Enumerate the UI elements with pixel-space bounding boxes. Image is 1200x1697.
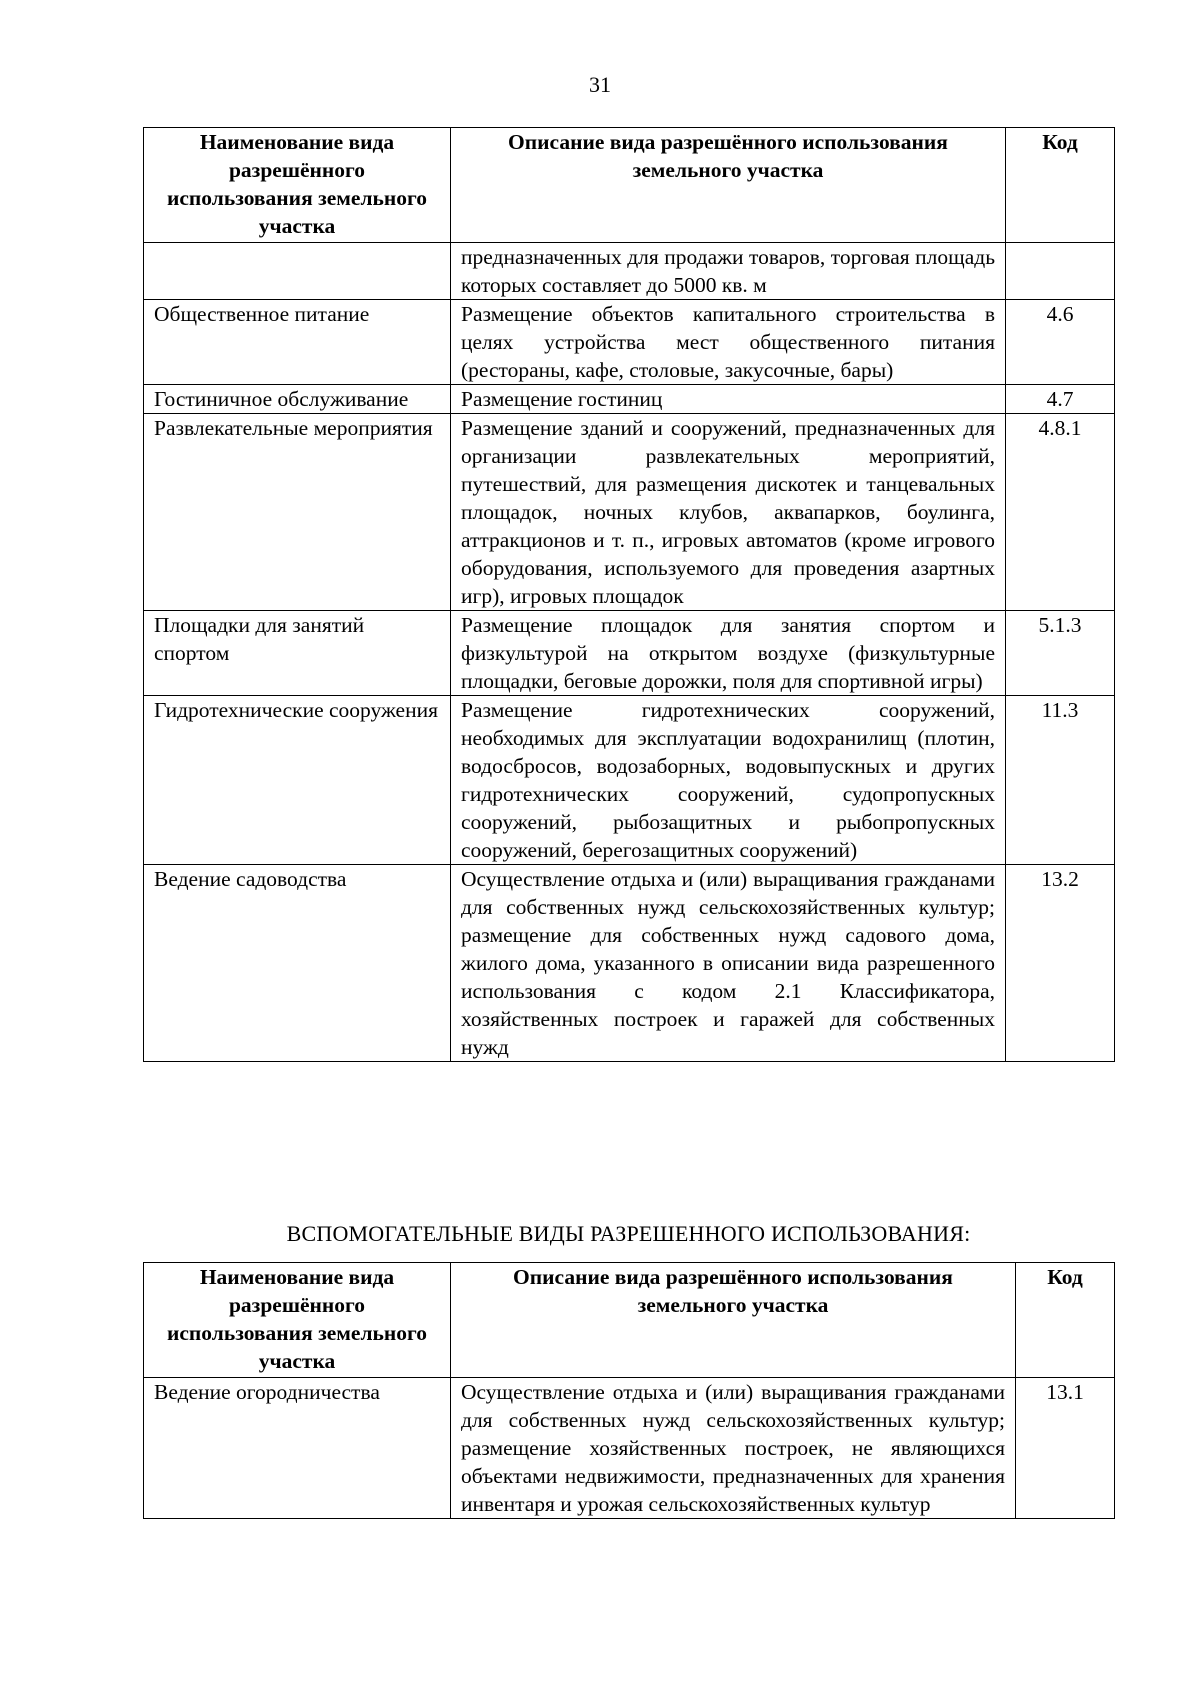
cell-name: Общественное питание [144,300,451,385]
cell-name: Развлекательные мероприятия [144,414,451,611]
table-row [144,385,1115,414]
table-row [144,414,1115,611]
cell-code: 5.1.3 [1006,611,1115,696]
header-description: Описание вида разрешённого использования земельного участка [451,128,1006,243]
table-row [144,696,1115,865]
cell-name: Ведение садоводства [144,865,451,1062]
auxiliary-land-use-table [143,1262,1115,1519]
table-row [144,1378,1115,1519]
table-row [144,300,1115,385]
cell-code [1006,243,1115,300]
table-header-row [144,128,1115,243]
header-code: Код [1006,128,1115,243]
cell-description: Осуществление отдыха и (или) выращивания гражданами для собственных нужд сельскохозяйственных культур; размещение для собственных нужд садового дома, жилого дома, указанного в описании вида разрешенного использования с кодом 2.1 Классификатора, хозяйственных построек и гаражей для собственных нужд [451,865,1006,1062]
table-header-row [144,1263,1115,1378]
cell-description: предназначенных для продажи товаров, торговая площадь которых составляет до 5000 кв. м [451,243,1006,300]
cell-name: Гидротехнические сооружения [144,696,451,865]
cell-code: 11.3 [1006,696,1115,865]
header-name: Наименование вида разрешённого использования земельного участка [144,1263,451,1378]
cell-name: Гостиничное обслуживание [144,385,451,414]
page-number: 31 [589,72,611,97]
aux-table-body [144,1378,1115,1519]
cell-description: Размещение объектов капитального строительства в целях устройства мест общественного питания (рестораны, кафе, столовые, закусочные, бары) [451,300,1006,385]
auxiliary-section-heading: ВСПОМОГАТЕЛЬНЫЕ ВИДЫ РАЗРЕШЕННОГО ИСПОЛЬЗОВАНИЯ: [286,1221,971,1246]
header-description: Описание вида разрешённого использования земельного участка [451,1263,1016,1378]
cell-code: 4.6 [1006,300,1115,385]
header-code: Код [1016,1263,1115,1378]
main-land-use-table [143,127,1115,1062]
cell-description: Размещение гидротехнических сооружений, необходимых для эксплуатации водохранилищ (плотин, водосбросов, водозаборных, водовыпускных и других гидротехнических сооружений, судопропускных сооружений, рыбозащитных и рыбопропускных сооружений, берегозащитных сооружений) [451,696,1006,865]
table-row [144,243,1115,300]
cell-code: 4.7 [1006,385,1115,414]
cell-code: 4.8.1 [1006,414,1115,611]
cell-code: 13.1 [1016,1378,1115,1519]
cell-description: Осуществление отдыха и (или) выращивания гражданами для собственных нужд сельскохозяйственных культур; размещение хозяйственных построек, не являющихся объектами недвижимости, предназначенных для хранения инвентаря и урожая сельскохозяйственных культур [451,1378,1016,1519]
cell-description: Размещение площадок для занятия спортом и физкультурой на открытом воздухе (физкультурные площадки, беговые дорожки, поля для спортивной игры) [451,611,1006,696]
cell-description: Размещение зданий и сооружений, предназначенных для организации развлекательных мероприятий, путешествий, для размещения дискотек и танцевальных площадок, ночных клубов, аквапарков, боулинга, аттракционов и т. п., игровых автоматов (кроме игрового оборудования, используемого для проведения азартных игр), игровых площадок [451,414,1006,611]
main-table-body [144,243,1115,1062]
cell-name: Ведение огородничества [144,1378,451,1519]
table-row [144,865,1115,1062]
cell-name: Площадки для занятий спортом [144,611,451,696]
table-row [144,611,1115,696]
header-name: Наименование вида разрешённого использования земельного участка [144,128,451,243]
cell-code: 13.2 [1006,865,1115,1062]
cell-description: Размещение гостиниц [451,385,1006,414]
cell-name [144,243,451,300]
